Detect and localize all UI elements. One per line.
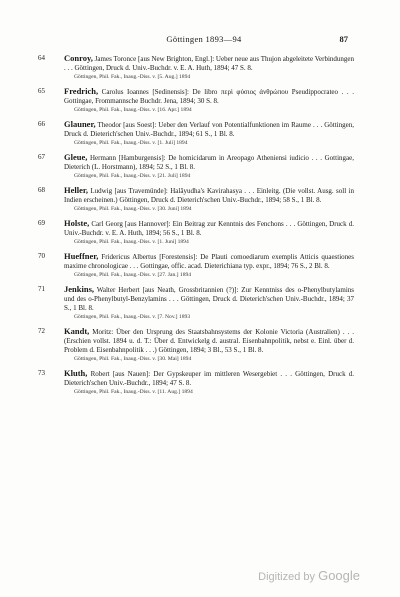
author-name: Fredrich, [64,86,99,96]
dissertation-note: Göttingen, Phil. Fak., Inaug.-Diss. v. [27. Jan.] 1894 [74,272,192,278]
entry-text [64,120,354,139]
entry-body: Ludwig [aus Travemünde]: Halâyudha's Kavirahasya . . . Einleitg. (Die vollst. Ausg. soll in Indien erscheinen.) Göttingen, Druck d. Dieterich'schen Univ.-Buchdr., 1894; 58 S., 1 Bl. 8. [64,187,354,204]
dissertation-note: Göttingen, Phil. Fak., Inaug.-Diss. v. [7. Nov.] 1893 [74,314,191,320]
entry-number: 67 [38,153,45,161]
entry-number: 68 [38,186,45,194]
dissertation-note: Göttingen, Phil. Fak., Inaug.-Diss. v. [21. Juli] 1894 [74,173,191,179]
entry-body: James Toronce [aus New Brighton, Engl.]: Ueber neue aus Thujon abgeleitete Verbindungen . . . Göttingen, Druck d. Univ.-Buchdr. v. E. A. Huth, 1894; 47 S. 8. [64,55,354,72]
entry-number: 64 [38,54,45,62]
entry-number: 71 [38,285,45,293]
entry-text [64,369,354,388]
dissertation-note: Göttingen, Phil. Fak., Inaug.-Diss. v. [1. Juli] 1894 [74,140,188,146]
entry-text [64,153,354,172]
entry-text [64,327,354,355]
entries-list [38,54,354,402]
entry-body: Moritz: Über den Ursprung des Staatsbahnsystems der Kolonie Victoria (Australien) . . . (Erschien vollst. 1894 u. d. T.: Über d. Entwickelg d. austral. Eisenbahnpolitik, nebst e. Einl. über d. Problem d. Eisenbahnpolitik . . .) Göttingen, 1894; 3 Bl., 53 S., 1 Bl. 8. [64,328,354,354]
author-name: Jenkins, [64,284,94,294]
list-item [38,87,354,114]
dissertation-note: Göttingen, Phil. Fak., Inaug.-Diss. v. [30. Juni] 1894 [74,206,192,212]
dissertation-note: Göttingen, Phil. Fak., Inaug.-Diss. v. [5. Aug.] 1894 [74,74,191,80]
entry-number: 66 [38,120,45,128]
entry-number: 65 [38,87,45,95]
entry-number: 69 [38,219,45,227]
entry-body: Walter Herbert [aus Neath, Grossbritannien (?)]: Zur Kenntniss des o-Phenylbutylamins und des o-Phenylbutyl-Benzylamins . . . Göttingen, Druck d. Dieterich'schen Univ.-Buchdr., 1894; 37 S., 1 Bl. 8. [64,286,354,312]
dissertation-note: Göttingen, Phil. Fak., Inaug.-Diss. v. [1. Juni] 1894 [74,239,189,245]
entry-body: Fridericus Albertus [Forestensis]: De Plauti comoediarum exemplis Atticis quaestiones maxime chronologicae . . . Gottingae, offic. acad. Dieterichiana typ. expr., 1894; 76 S., 2 Bl. 8. [64,253,354,270]
author-name: Heller, [64,185,88,195]
entry-text [64,87,354,106]
list-item [38,186,354,213]
entry-body: Theodor [aus Soest]: Ueber den Verlauf von Potentialfunktionen im Raume . . . Göttingen, Druck d. Dieterich'schen Univ.-Buchdr., 1894; 61 S., 1 Bl. 8. [64,121,354,138]
author-name: Conroy, [64,53,93,63]
entry-text [64,54,354,73]
entry-body: Carl Georg [aus Hannover]: Ein Beitrag zur Kenntnis des Fenchons . . . Göttingen, Druck d. Univ.-Buchdr. v. E. A. Huth, 1894; 56 S., 1 Bl. 8. [64,220,354,237]
entry-text [64,285,354,313]
dissertation-note: Göttingen, Phil. Fak., Inaug.-Diss. v. [30. Mai] 1894 [74,356,192,362]
list-item [38,120,354,147]
list-item [38,285,354,321]
list-item [38,252,354,279]
watermark-prefix: Digitized by [258,571,316,583]
dissertation-note: Göttingen, Phil. Fak., Inaug.-Diss. v. [11. Aug.] 1894 [74,389,193,395]
entry-text [64,219,354,238]
author-name: Kluth, [64,368,88,378]
dissertation-note: Göttingen, Phil. Fak., Inaug.-Diss. v. [16. Apr.] 1894 [74,107,192,113]
entry-text [64,252,354,271]
entry-text [64,186,354,205]
entry-number: 73 [38,369,45,377]
author-name: Hueffner, [64,251,99,261]
digitized-watermark [258,568,360,583]
entry-number: 70 [38,252,45,260]
running-title: Göttingen 1893—94 [166,34,242,44]
author-name: Gleue, [64,152,88,162]
entry-number: 72 [38,327,45,335]
author-name: Glauner, [64,119,96,129]
author-name: Holste, [64,218,90,228]
entry-body: Carolus Ioannes [Sedinensis]: De libro περὶ φύσιος ἀνθρώπου Pseudippocrateo . . . Gottingae, Frommannsche Buchdr. Jena, 1894; 30 S. 8. [64,88,354,105]
entry-body: Hermann [Hamburgensis]: De homicidarum in Areopago Atheniensi iudicio . . . Gottingae, Dieterich (L. Horstmann), 1894; 52 S., 1 Bl. 8. [64,154,354,171]
watermark-brand: Google [318,568,360,583]
author-name: Kandt, [64,326,90,336]
list-item [38,369,354,396]
list-item [38,327,354,363]
list-item [38,153,354,180]
list-item [38,54,354,81]
entry-body: Robert [aus Nauen]: Der Gypskeuper im mittleren Wesergebiet . . . Göttingen, Druck d. Dieterich'schen Univ.-Buchdr., 1894; 47 S. 8. [64,370,354,387]
list-item [38,219,354,246]
running-head [60,34,348,48]
page-number: 87 [339,34,348,44]
